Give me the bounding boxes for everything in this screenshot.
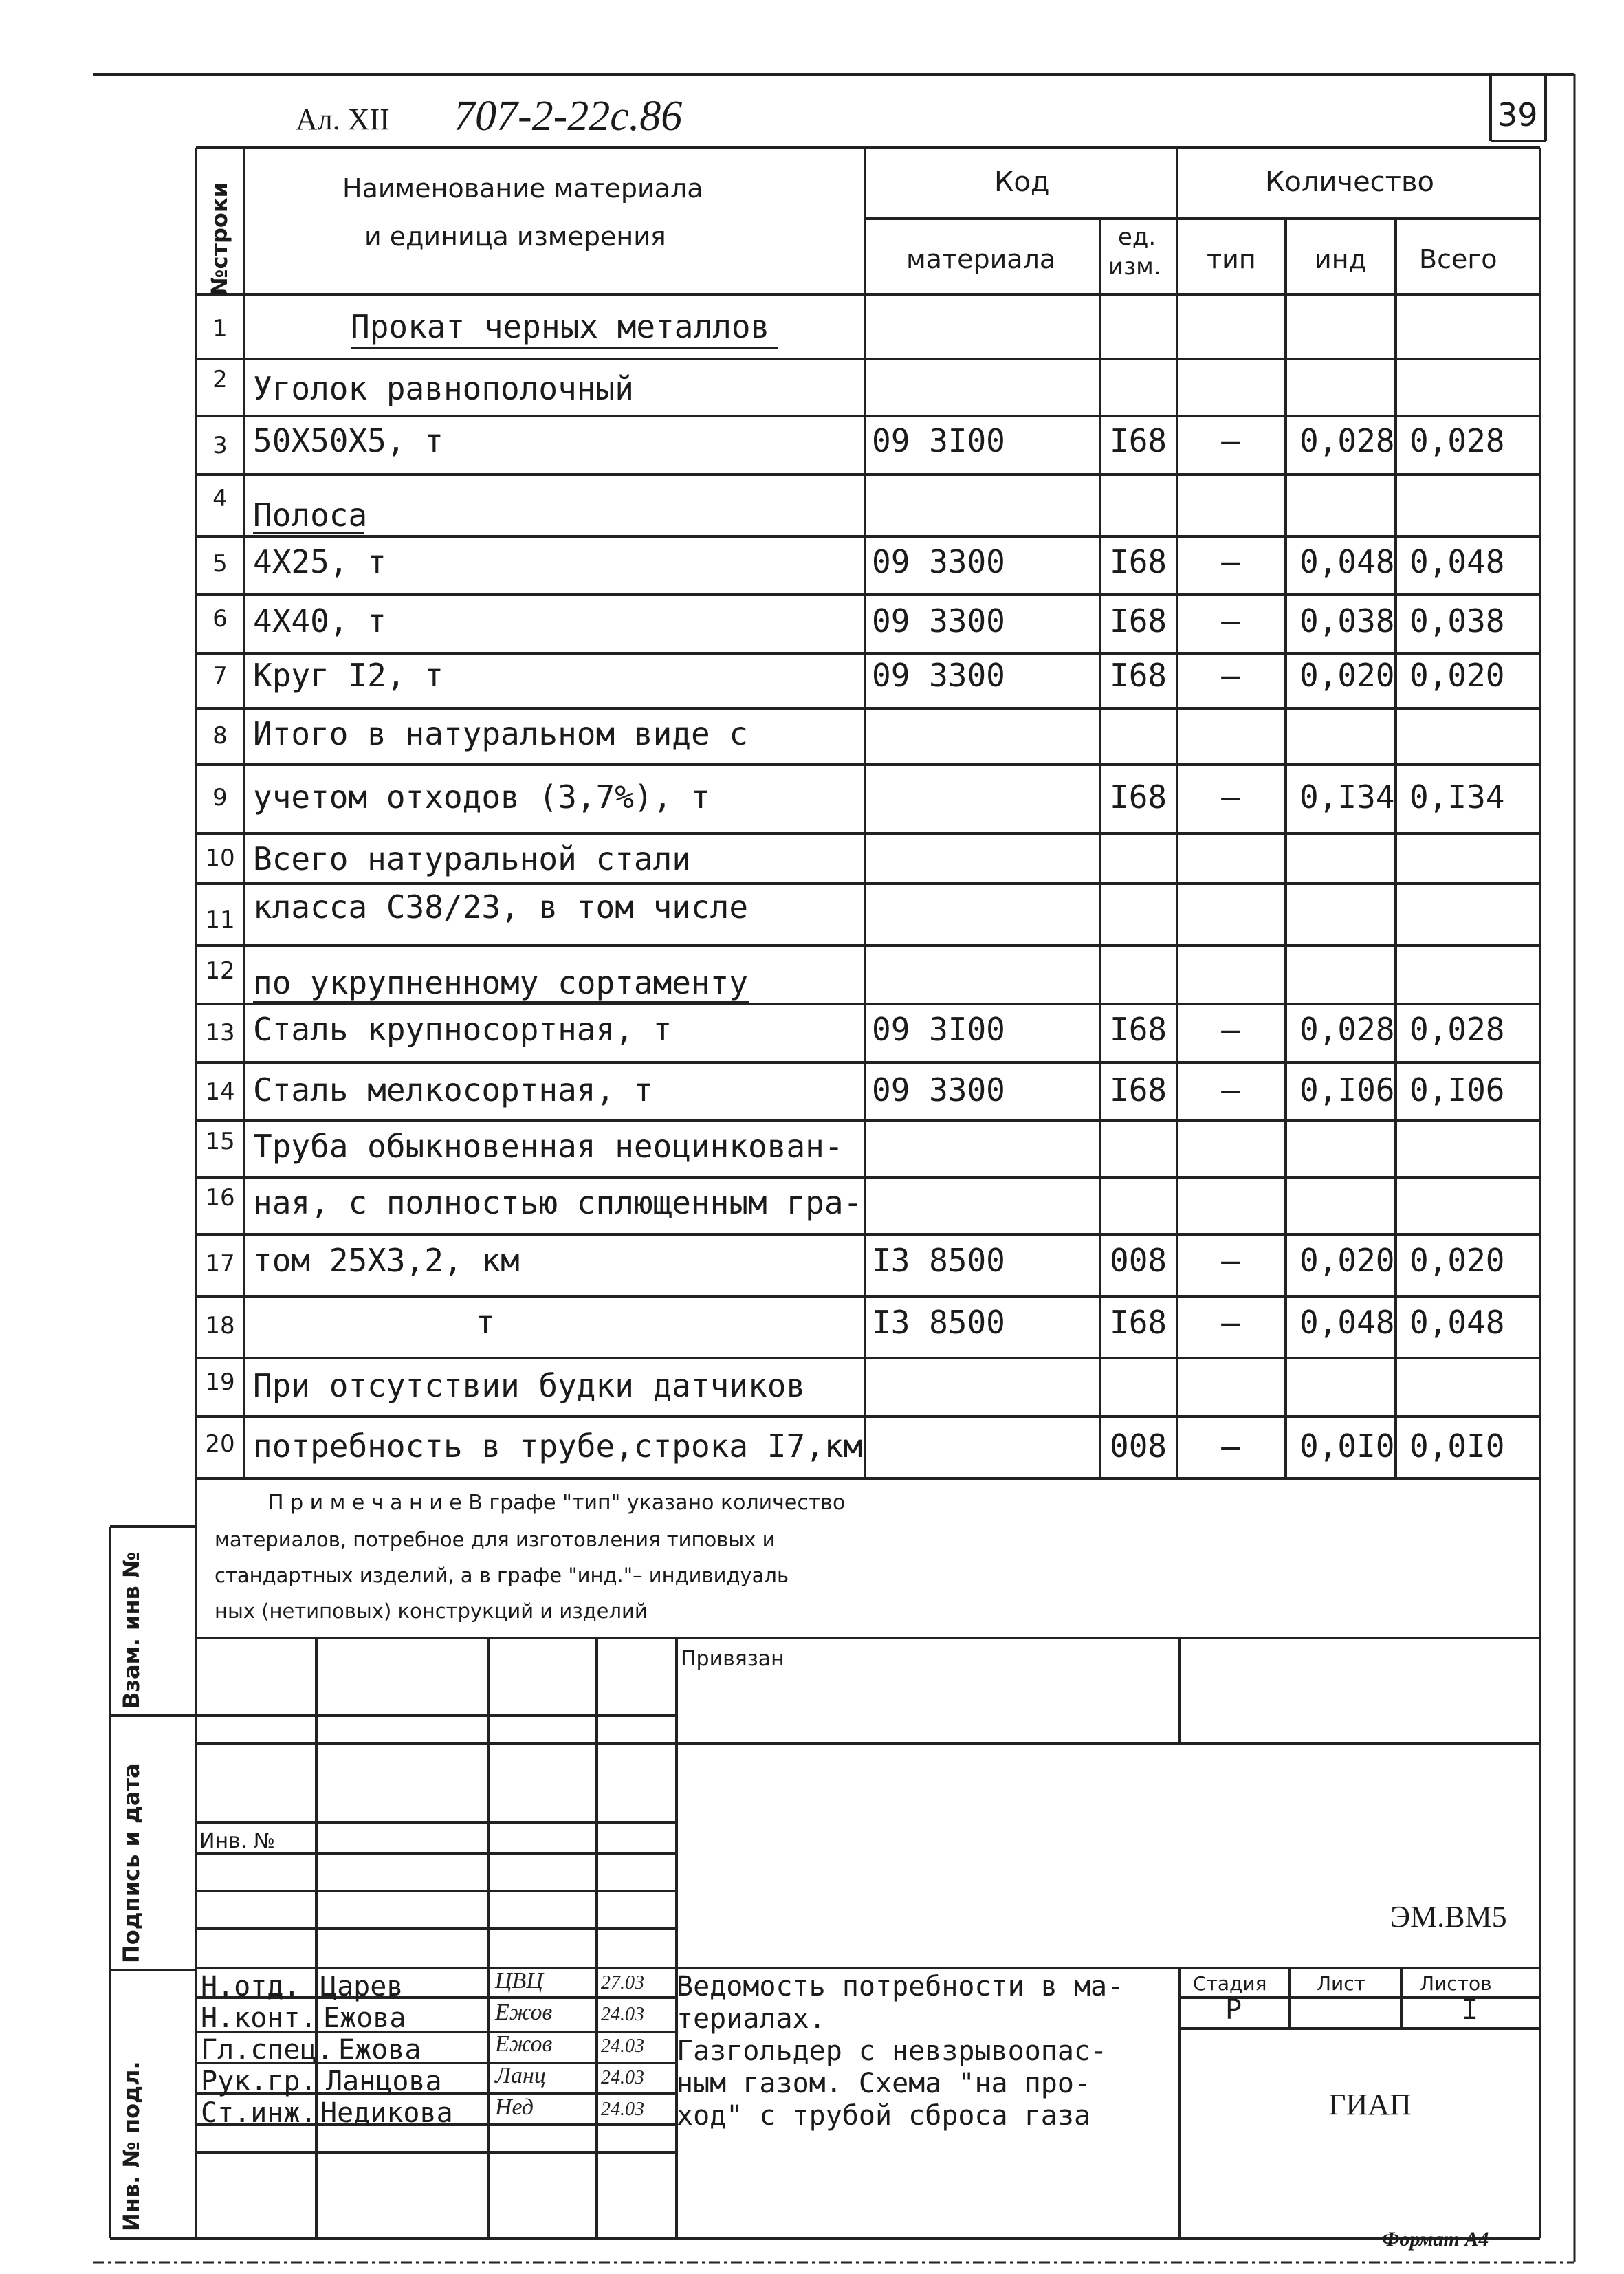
row-name: Круг I2, т (253, 657, 443, 694)
row-name: по укрупненному сортаменту (253, 964, 749, 1001)
row-name: 4Х25, т (253, 543, 386, 580)
row-number: 17 (205, 1250, 235, 1278)
row-name: Прокат черных металлов (351, 308, 770, 345)
format-label: Формат А4 (1382, 2228, 1489, 2251)
row-ind: 0,038 (1299, 602, 1395, 639)
header-name-1: Наименование материала (342, 173, 703, 204)
row-number: 1 (212, 315, 228, 342)
stamp-sheet-label: Лист (1317, 1972, 1365, 1995)
row-vsego: 0,048 (1409, 1304, 1505, 1341)
row-name: ная, с полностью сплющенным гра- (253, 1184, 863, 1221)
person-role: Гл.спец. (201, 2034, 333, 2066)
row-tip: – (1221, 422, 1240, 459)
stamp-title-4: ным газом. Схема "на про- (677, 2068, 1091, 2099)
row-number: 4 (212, 485, 228, 512)
note-line-3: стандартных изделий, а в графе "инд."– индивидуаль (215, 1564, 789, 1587)
row-vsego: 0,048 (1409, 543, 1505, 580)
row-ind: 0,048 (1299, 1304, 1395, 1341)
person-signature: Ежов (495, 2031, 553, 2057)
side-label-vzam: Взам. инв № (118, 1551, 144, 1709)
row-code: I3 8500 (872, 1242, 1005, 1279)
project-code: 707-2-22с.86 (454, 93, 683, 140)
header-unit-2: изм. (1108, 253, 1161, 281)
row-vsego: 0,I06 (1409, 1071, 1505, 1108)
row-number: 11 (205, 906, 235, 934)
row-name: При отсутствии будки датчиков (253, 1367, 806, 1404)
row-unit: I68 (1110, 602, 1167, 639)
row-tip: – (1221, 543, 1240, 580)
row-ind: 0,020 (1299, 1242, 1395, 1279)
stamp-stage-label: Стадия (1193, 1972, 1267, 1995)
row-vsego: 0,028 (1409, 422, 1505, 459)
note-line-2: материалов, потребное для изготовления типовых и (215, 1528, 776, 1551)
row-tip: – (1221, 1071, 1240, 1108)
row-number: 10 (205, 844, 235, 872)
row-name: Сталь мелкосортная, т (253, 1071, 653, 1108)
row-vsego: 0,038 (1409, 602, 1505, 639)
row-number: 20 (205, 1430, 235, 1458)
row-unit: I68 (1110, 1011, 1167, 1048)
stamp-title-1: Ведомость потребности в ма- (677, 1971, 1124, 2002)
note-line-4: ных (нетиповых) конструкций и изделий (215, 1599, 648, 1623)
row-number: 9 (212, 784, 228, 811)
side-label-podpis: Подпись и дата (118, 1763, 144, 1963)
row-ind: 0,0I0 (1299, 1428, 1395, 1465)
row-vsego: 0,020 (1409, 657, 1505, 694)
stamp-privyazan: Привязан (681, 1647, 784, 1671)
stamp-org: ГИАП (1328, 2088, 1412, 2121)
row-number: 12 (205, 957, 235, 985)
row-name: Труба обыкновенная неоцинкован- (253, 1128, 844, 1165)
row-ind: 0,028 (1299, 422, 1395, 459)
row-tip: – (1221, 1304, 1240, 1341)
row-code: 09 3300 (872, 1071, 1005, 1108)
row-code: 09 3300 (872, 602, 1005, 639)
row-name: учетом отходов (3,7%), т (253, 778, 710, 816)
row-vsego: 0,028 (1409, 1011, 1505, 1048)
row-name: Итого в натуральном виде с (253, 715, 749, 752)
side-label-inv: Инв. № подл. (118, 2061, 144, 2231)
header-vsego: Всего (1419, 244, 1497, 274)
row-unit: 008 (1110, 1242, 1167, 1279)
row-ind: 0,028 (1299, 1011, 1395, 1048)
row-name: Уголок равнополочный (253, 370, 634, 407)
row-tip: – (1221, 1428, 1240, 1465)
stamp-stage: Р (1225, 1994, 1242, 2026)
person-role: Рук.гр. (201, 2066, 317, 2097)
row-code: 09 3300 (872, 543, 1005, 580)
header-ind: инд (1315, 244, 1367, 274)
row-unit: I68 (1110, 778, 1167, 816)
stamp-title-3: Газгольдер с невзрывоопас- (677, 2035, 1108, 2067)
row-ind: 0,I06 (1299, 1071, 1395, 1108)
stamp-doc-code: ЭМ.ВМ5 (1390, 1900, 1507, 1934)
row-number: 18 (205, 1312, 235, 1340)
person-date: 24.03 (601, 2035, 644, 2057)
row-number: 19 (205, 1368, 235, 1396)
header-row-number: №строки (206, 182, 232, 296)
person-date: 27.03 (601, 1972, 644, 1993)
row-unit: I68 (1110, 543, 1167, 580)
row-unit: I68 (1110, 1071, 1167, 1108)
stamp-title-2: териалах. (677, 2003, 826, 2035)
row-name: класса С38/23, в том числе (253, 888, 749, 926)
row-unit: I68 (1110, 422, 1167, 459)
row-tip: – (1221, 1011, 1240, 1048)
row-number: 5 (212, 550, 228, 578)
row-ind: 0,048 (1299, 543, 1395, 580)
album-label: Ал. XII (296, 102, 390, 136)
row-name: 50Х50Х5, т (253, 422, 443, 459)
person-signature: ЦВЦ (495, 1968, 543, 1993)
row-number: 7 (212, 662, 228, 690)
row-name: том 25Х3,2, км (253, 1242, 520, 1279)
row-tip: – (1221, 657, 1240, 694)
person-role: Ст.инж. (201, 2097, 317, 2129)
row-name: потребность в трубе,строка I7,км (253, 1428, 863, 1465)
person-signature: Ланц (495, 2063, 546, 2088)
person-name: Ланцова (326, 2066, 442, 2097)
row-vsego: 0,0I0 (1409, 1428, 1505, 1465)
row-name: Всего натуральной стали (253, 840, 691, 877)
row-tip: – (1221, 602, 1240, 639)
row-unit: I68 (1110, 657, 1167, 694)
row-tip: – (1221, 778, 1240, 816)
row-tip: – (1221, 1242, 1240, 1279)
row-name: Сталь крупносортная, т (253, 1011, 672, 1048)
row-vsego: 0,I34 (1409, 778, 1505, 816)
person-name: Царев (320, 1971, 404, 2002)
row-code: 09 3I00 (872, 1011, 1005, 1048)
row-name: т (476, 1304, 495, 1341)
header-tip: тип (1207, 244, 1256, 274)
row-code: 09 3I00 (872, 422, 1005, 459)
note-line-1: П р и м е ч а н и е В графе "тип" указано количество (268, 1491, 846, 1515)
person-role: Н.конт. (201, 2002, 317, 2034)
person-name: Ежова (338, 2034, 421, 2066)
row-number: 3 (212, 432, 228, 459)
row-number: 13 (205, 1019, 235, 1047)
row-code: I3 8500 (872, 1304, 1005, 1341)
sheet-number: 39 (1497, 96, 1538, 133)
row-number: 6 (212, 605, 228, 633)
stamp-inv-no: Инв. № (199, 1829, 276, 1853)
person-signature: Нед (495, 2095, 534, 2120)
row-number: 2 (212, 366, 228, 393)
row-ind: 0,020 (1299, 657, 1395, 694)
row-ind: 0,I34 (1299, 778, 1395, 816)
row-number: 8 (212, 722, 228, 750)
header-material: материала (906, 244, 1056, 274)
row-code: 09 3300 (872, 657, 1005, 694)
stamp-title-5: ход" с трубой сброса газа (677, 2100, 1091, 2132)
row-number: 15 (205, 1128, 235, 1155)
person-date: 24.03 (601, 2099, 644, 2120)
row-unit: 008 (1110, 1428, 1167, 1465)
row-number: 14 (205, 1078, 235, 1106)
header-qty-group: Количество (1265, 166, 1435, 198)
header-unit-1: ед. (1118, 223, 1156, 251)
row-number: 16 (205, 1184, 235, 1212)
header-name-2: и единица измерения (364, 221, 666, 252)
person-date: 24.03 (601, 2067, 644, 2088)
person-name: Недикова (320, 2097, 453, 2129)
person-date: 24.03 (601, 2004, 644, 2025)
stamp-sheets: I (1462, 1994, 1479, 2026)
row-name: 4Х40, т (253, 602, 386, 639)
stamp-sheets-label: Листов (1420, 1972, 1492, 1995)
person-signature: Ежов (495, 2000, 553, 2025)
header-code-group: Код (994, 166, 1050, 198)
person-role: Н.отд. (201, 1971, 300, 2002)
person-name: Ежова (323, 2002, 406, 2034)
row-unit: I68 (1110, 1304, 1167, 1341)
row-name: Полоса (253, 496, 368, 534)
row-vsego: 0,020 (1409, 1242, 1505, 1279)
